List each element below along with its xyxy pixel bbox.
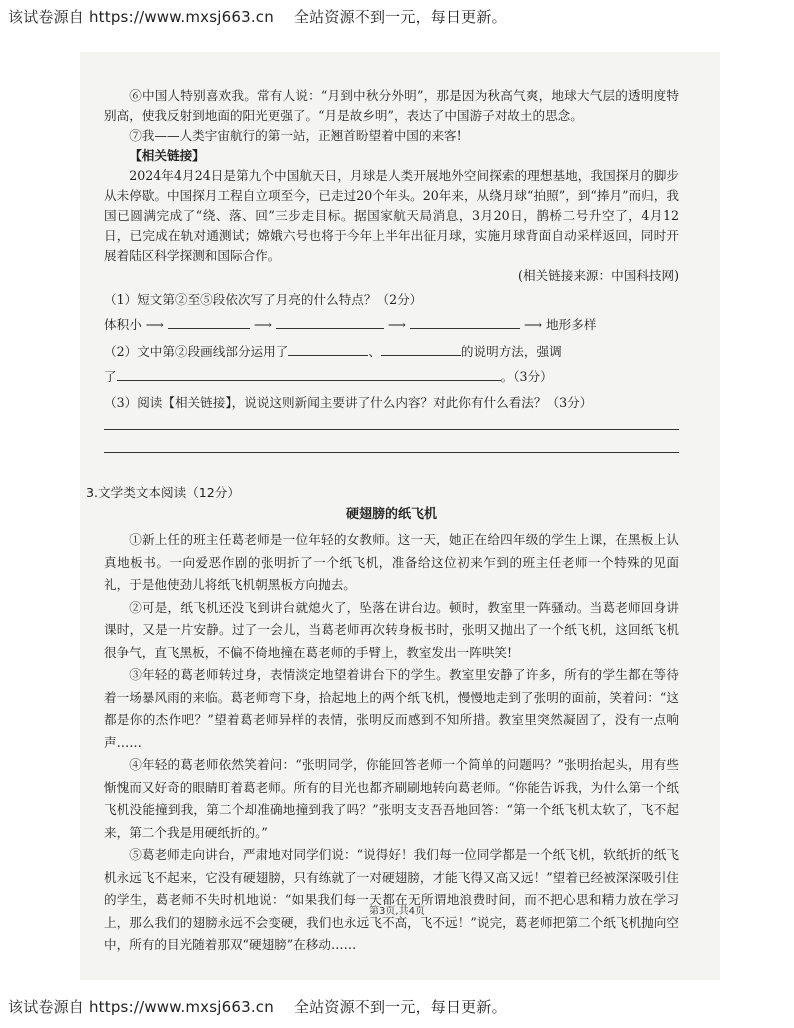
question-1-answer-row <box>104 314 679 335</box>
arrow-icon: ⟶ <box>387 317 406 332</box>
story-paragraph-1: ①新上任的班主任葛老师是一位年轻的女教师。这一天，她正在给四年级的学生上课，在黑板上认真地板书。一向爱恶作剧的张明折了一个纸飞机，准备给这位初来乍到的班主任老师一个特殊的见面礼，于是他使劲儿将纸飞机朝黑板方向抛去。 <box>104 532 679 592</box>
q1-start-label: 体积小 <box>104 317 142 332</box>
q2-blank-3[interactable] <box>117 366 501 381</box>
story-paragraph-2: ②可是，纸飞机还没飞到讲台就熄火了，坠落在讲台边。顿时，教室里一阵骚动。当葛老师回身讲课时，又是一片安静。过了一会儿，当葛老师再次转身板书时，张明又抛出了一个纸飞机，这回纸飞机很争气，直飞黑板，不偏不倚地撞在葛老师的手臂上，教室发出一阵哄笑! <box>104 599 679 660</box>
question-2-continued <box>104 366 679 387</box>
question-3: （3）阅读【相关链接】，说说这则新闻主要讲了什么内容？对此你有什么看法？（3分） <box>104 395 593 410</box>
story-paragraph-5: ⑤葛老师走向讲台，严肃地对同学们说：“说得好！我们每一位同学都是一个纸飞机，软纸折的纸飞机永远飞不起来，它没有硬翅膀，只有练就了一对硬翅膀，才能飞得又高又远！”望着已经被深深吸引住的学生，葛老师不失时机地说：“如果我们每一天都在无所谓地浪费时间，而不把心思和精力放在学习上，那么我们的翅膀永远不会变硬，我们也永远飞不高，飞不远！”说完，葛老师把第二个纸飞机抛向空中，所有的目光随着那双“硬翅膀”在移动…… <box>104 847 679 952</box>
q2-blank-1[interactable] <box>288 341 368 356</box>
q2-text-2: 的说明方法，强调 <box>460 344 562 359</box>
question-2 <box>104 341 679 362</box>
page-content <box>86 86 679 957</box>
story-title: 硬翅膀的纸飞机 <box>345 507 437 522</box>
q2-text-4: 。（3分） <box>500 369 553 384</box>
q2-separator: 、 <box>368 344 381 359</box>
watermark-top <box>8 6 507 27</box>
story-body <box>104 529 679 957</box>
q1-blank-3[interactable] <box>410 314 520 329</box>
arrow-icon: ⟶ <box>523 317 543 332</box>
q1-blank-2[interactable] <box>276 314 384 329</box>
q2-text-3: 了 <box>104 369 117 384</box>
article-paragraph-7: ⑦我——人类宇宙航行的第一站，正翘首盼望着中国的来客! <box>129 128 462 143</box>
watermark-bottom <box>8 996 507 1017</box>
q1-end-label: 地形多样 <box>546 317 597 332</box>
q1-blank-1[interactable] <box>168 314 250 329</box>
watermark-slogan: 全站资源不到一元，每日更新。 <box>293 998 507 1016</box>
related-link-body: 2024年4月24日是第九个中国航天日，月球是人类开展地外空间探索的理想基地，我国探月的脚步从未停歇。中国探月工程自立项至今，已走过20个年头。20年来，从绕月球“拍照”，到“捧月”而归，我国已圆满完成了“绕、落、回”三步走目标。据国家航天局消息，3月20日，鹊桥二号升空了，4月12日，已完成在轨对通测试；嫦娥六号也将于今年上半年出征月球，实施月球背面自动采样返回，同时开展着陆区科学探测和国际合作。 <box>104 168 679 263</box>
section-3-title: 3.文学类文本阅读（12分） <box>86 485 240 500</box>
watermark-slogan: 全站资源不到一元，每日更新。 <box>293 8 507 26</box>
arrow-icon: ⟶ <box>145 317 164 332</box>
arrow-icon: ⟶ <box>253 317 272 332</box>
question-1: （1）短文第②至⑤段依次写了月亮的什么特点？（2分） <box>104 292 423 307</box>
related-link-heading: 【相关链接】 <box>129 148 205 163</box>
story-paragraph-4: ④年轻的葛老师依然笑着问：“张明同学，你能回答老师一个简单的问题吗？”张明抬起头，用有些惭愧而又好奇的眼睛盯着葛老师。所有的目光也都齐刷刷地转向葛老师。“你能告诉我，为什么第一个纸飞机没能撞到我，第二个却准确地撞到我了吗？”张明支支吾吾地回答：“第一个纸飞机太软了，飞不起来，第二个我是用硬纸折的。” <box>104 757 679 840</box>
story-paragraph-3: ③年轻的葛老师转过身，表情淡定地望着讲台下的学生。教室里安静了许多，所有的学生都在等待着一场暴风雨的来临。葛老师弯下身，拾起地上的两个纸飞机，慢慢地走到了张明的面前，笑着问：“这都是你的杰作吧？”望着葛老师异样的表情，张明反而感到不知所措。教室里突然凝固了，没有一点响声…… <box>104 667 679 750</box>
watermark-site: 该试卷源自 https://www.mxsj663.cn <box>8 998 274 1016</box>
article-paragraph-6: ⑥中国人特别喜欢我。常有人说：“月到中秋分外明”，那是因为秋高气爽，地球大气层的透明度特别高，使我反射到地面的阳光更强了。“月是故乡明”，表达了中国游子对故土的思念。 <box>104 88 679 123</box>
watermark-site: 该试卷源自 https://www.mxsj663.cn <box>8 8 274 26</box>
related-link-source: (相关链接来源：中国科技网) <box>518 268 679 283</box>
q2-text-1: （2）文中第②段画线部分运用了 <box>104 344 289 359</box>
q2-blank-2[interactable] <box>381 341 461 356</box>
page-number: 第3页,共4页 <box>369 906 425 917</box>
